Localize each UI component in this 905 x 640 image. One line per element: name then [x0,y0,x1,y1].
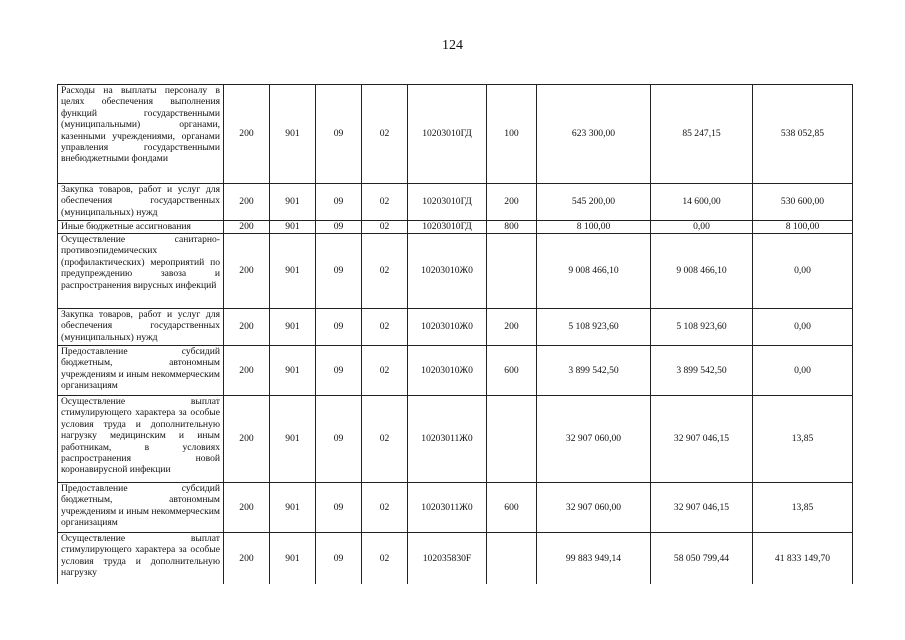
target-article-cell: 10203010Ж0 [408,346,487,396]
amount-cell: 32 907 046,15 [651,396,753,483]
code-cell: 200 [224,221,270,234]
amount-cell: 8 100,00 [537,221,651,234]
row-description: Закупка товаров, работ и услуг для обеспечения государственных (муниципальных) нужд [58,184,224,221]
code-cell: 02 [362,85,408,184]
amount-cell: 32 907 046,15 [651,483,753,533]
code-cell: 200 [224,184,270,221]
target-article-cell: 10203010ГД [408,85,487,184]
amount-cell: 13,85 [753,396,853,483]
row-description: Иные бюджетные ассигнования [58,221,224,234]
table-row [58,346,853,396]
budget-table [57,84,853,584]
amount-cell: 5 108 923,60 [651,309,753,346]
row-description: Осуществление выплат стимулирующего характера за особые условия труда и дополнительную нагрузку [58,533,224,584]
code-cell: 200 [224,85,270,184]
code-cell: 901 [270,184,316,221]
target-article-cell: 10203010Ж0 [408,309,487,346]
code-cell: 901 [270,85,316,184]
amount-cell: 0,00 [753,234,853,309]
code-cell: 09 [316,234,362,309]
expense-type-cell: 100 [487,85,537,184]
code-cell: 02 [362,483,408,533]
row-description: Осуществление выплат стимулирующего характера за особые условия труда и дополнительную нагрузку медицинским и иным работникам, в условиях распространения новой коронавирусной инфекции [58,396,224,483]
amount-cell: 538 052,85 [753,85,853,184]
table-row [58,234,853,309]
amount-cell: 0,00 [753,309,853,346]
code-cell: 09 [316,85,362,184]
amount-cell: 85 247,15 [651,85,753,184]
code-cell: 09 [316,184,362,221]
amount-cell: 3 899 542,50 [537,346,651,396]
expense-type-cell [487,396,537,483]
table-row [58,396,853,483]
amount-cell: 58 050 799,44 [651,533,753,584]
table-row [58,85,853,184]
amount-cell: 3 899 542,50 [651,346,753,396]
target-article-cell: 10203010ГД [408,184,487,221]
amount-cell: 0,00 [753,346,853,396]
expense-type-cell [487,533,537,584]
amount-cell: 41 833 149,70 [753,533,853,584]
amount-cell: 8 100,00 [753,221,853,234]
code-cell: 901 [270,483,316,533]
code-cell: 901 [270,533,316,584]
code-cell: 200 [224,309,270,346]
target-article-cell: 10203011Ж0 [408,483,487,533]
target-article-cell: 10203011Ж0 [408,396,487,483]
code-cell: 901 [270,346,316,396]
amount-cell: 623 300,00 [537,85,651,184]
amount-cell: 32 907 060,00 [537,483,651,533]
table-row [58,533,853,584]
row-description: Предоставление субсидий бюджетным, автономным учреждениям и иным некоммерческим организациям [58,346,224,396]
code-cell: 901 [270,221,316,234]
expense-type-cell [487,234,537,309]
code-cell: 09 [316,346,362,396]
amount-cell: 13,85 [753,483,853,533]
amount-cell: 545 200,00 [537,184,651,221]
code-cell: 02 [362,346,408,396]
code-cell: 200 [224,396,270,483]
code-cell: 200 [224,346,270,396]
table-row [58,221,853,234]
amount-cell: 0,00 [651,221,753,234]
row-description: Расходы на выплаты персоналу в целях обеспечения выполнения функций государственными (муниципальными) органами, казенными учреждениями, органами управления государственными внебюджетными фондами [58,85,224,184]
code-cell: 200 [224,483,270,533]
amount-cell: 530 600,00 [753,184,853,221]
target-article-cell: 10203010Ж0 [408,234,487,309]
code-cell: 02 [362,184,408,221]
amount-cell: 14 600,00 [651,184,753,221]
row-description: Закупка товаров, работ и услуг для обеспечения государственных (муниципальных) нужд [58,309,224,346]
code-cell: 02 [362,533,408,584]
code-cell: 09 [316,533,362,584]
code-cell: 09 [316,221,362,234]
amount-cell: 32 907 060,00 [537,396,651,483]
amount-cell: 9 008 466,10 [537,234,651,309]
table-row [58,184,853,221]
code-cell: 02 [362,234,408,309]
code-cell: 09 [316,483,362,533]
expense-type-cell: 200 [487,184,537,221]
target-article-cell: 10203010ГД [408,221,487,234]
code-cell: 901 [270,396,316,483]
table-row [58,483,853,533]
code-cell: 09 [316,396,362,483]
table-row [58,309,853,346]
expense-type-cell: 800 [487,221,537,234]
amount-cell: 5 108 923,60 [537,309,651,346]
code-cell: 901 [270,309,316,346]
code-cell: 200 [224,234,270,309]
code-cell: 02 [362,396,408,483]
expense-type-cell: 600 [487,483,537,533]
code-cell: 02 [362,309,408,346]
code-cell: 200 [224,533,270,584]
code-cell: 09 [316,309,362,346]
amount-cell: 99 883 949,14 [537,533,651,584]
page-number: 124 [442,38,463,53]
row-description: Предоставление субсидий бюджетным, автономным учреждениям и иным некоммерческим организациям [58,483,224,533]
expense-type-cell: 200 [487,309,537,346]
row-description: Осуществление санитарно-противоэпидемических (профилактических) мероприятий по предупреждению завоза и распространения вирусных инфекций [58,234,224,309]
amount-cell: 9 008 466,10 [651,234,753,309]
code-cell: 02 [362,221,408,234]
code-cell: 901 [270,234,316,309]
target-article-cell: 102035830F [408,533,487,584]
expense-type-cell: 600 [487,346,537,396]
